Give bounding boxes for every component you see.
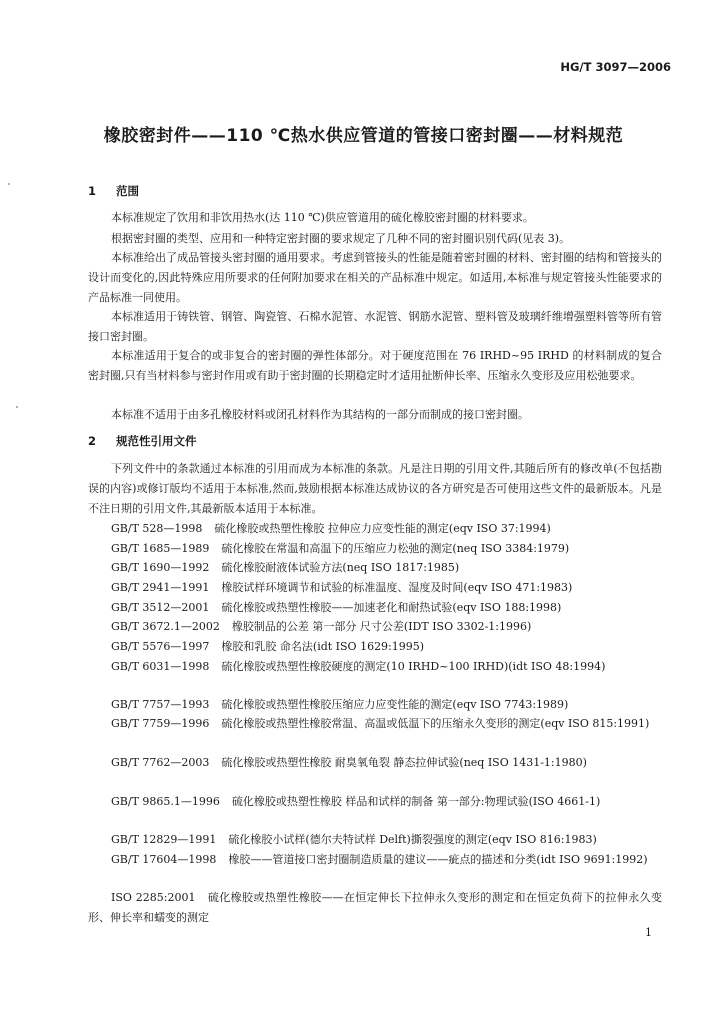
section-number: 2 [88, 434, 97, 448]
reference-code: GB/T 2941—1991 [111, 581, 210, 594]
reference-title: 硫化橡胶或热塑性橡胶压缩应力应变性能的测定(eqv ISO 7743:1989) [221, 698, 569, 711]
reference-title: 橡胶制品的公差 第一部分 尺寸公差(IDT ISO 3302-1:1996) [231, 620, 532, 633]
reference-item [88, 850, 662, 870]
reference-item [88, 598, 662, 618]
reference-title: 橡胶——管道接口密封圈制造质量的建议——疵点的描述和分类(idt ISO 9691:1992) [228, 853, 648, 866]
reference-item [88, 558, 662, 578]
reference-item [88, 792, 662, 812]
section-2-heading [88, 433, 197, 449]
reference-item [88, 695, 662, 715]
reference-title: 橡胶试样环境调节和试验的标准温度、湿度及时间(eqv ISO 471:1983) [221, 581, 573, 594]
reference-code: GB/T 9865.1—1996 [111, 795, 220, 808]
reference-code: GB/T 7757—1993 [111, 698, 210, 711]
reference-item [88, 830, 662, 850]
reference-title: 硫化橡胶在常温和高温下的压缩应力松弛的测定(neq ISO 3384:1979) [221, 542, 570, 555]
reference-item [88, 617, 662, 637]
reference-title: 硫化橡胶或热塑性橡胶硬度的测定(10 IRHD~100 IRHD)(idt ISO 48:1994) [221, 660, 606, 673]
reference-title: 硫化橡胶或热塑性橡胶常温、高温或低温下的压缩永久变形的测定(eqv ISO 815:1991) [221, 717, 650, 730]
reference-title: 硫化橡胶或热塑性橡胶 拉伸应力应变性能的测定(eqv ISO 37:1994) [214, 522, 551, 535]
scan-speck [8, 183, 10, 185]
reference-title: 硫化橡胶或热塑性橡胶——加速老化和耐热试验(eqv ISO 188:1998) [221, 601, 562, 614]
paragraph: 本标准不适用于由多孔橡胶材料或闭孔材料作为其结构的一部分而制成的接口密封圈。 [111, 408, 529, 421]
page-number: 1 [645, 926, 652, 939]
reference-item [88, 657, 662, 677]
scan-speck [16, 406, 18, 408]
section-title: 规范性引用文件 [116, 434, 197, 448]
section-number: 1 [88, 184, 97, 198]
reference-title: 硫化橡胶或热塑性橡胶 样品和试样的制备 第一部分:物理试验(ISO 4661-1) [231, 795, 601, 808]
reference-code: GB/T 1690—1992 [111, 561, 210, 574]
section-title: 范围 [116, 184, 139, 198]
reference-item [88, 637, 662, 657]
reference-code: GB/T 7762—2003 [111, 756, 210, 769]
reference-code: GB/T 7759—1996 [111, 717, 210, 730]
reference-item [88, 519, 662, 539]
reference-item [88, 539, 662, 559]
reference-code: GB/T 5576—1997 [111, 640, 210, 653]
paragraph: 根据密封圈的类型、应用和一种特定密封圈的要求规定了几种不同的密封圈识别代码(见表 3)。 [111, 232, 571, 245]
reference-code: GB/T 17604—1998 [111, 853, 217, 866]
reference-code: GB/T 3512—2001 [111, 601, 210, 614]
standard-code: HG/T 3097—2006 [560, 60, 671, 74]
paragraph: 本标准适用于复合的或非复合的密封圈的弹性体部分。对于硬度范围在 76 IRHD~95 IRHD 的材料制成的复合密封圈,只有当材料参与密封作用或有助于密封圈的长期稳定时才适用扯断伸长率、压缩永久变形及应用松弛要求。 [88, 349, 662, 382]
reference-title: 硫化橡胶耐液体试验方法(neq ISO 1817:1985) [221, 561, 460, 574]
section-1-heading [88, 183, 139, 199]
reference-title: 硫化橡胶或热塑性橡胶 耐臭氧龟裂 静态拉伸试验(neq ISO 1431-1:1980) [221, 756, 587, 769]
document-title: 橡胶密封件——110 ℃热水供应管道的管接口密封圈——材料规范 [103, 126, 624, 146]
reference-code: GB/T 6031—1998 [111, 660, 210, 673]
reference-item [88, 714, 662, 734]
paragraph: 本标准适用于铸铁管、钢管、陶瓷管、石棉水泥管、水泥管、钢筋水泥管、塑料管及玻璃纤维增强塑料管等所有管接口密封圈。 [88, 310, 662, 343]
reference-title: 橡胶和乳胶 命名法(idt ISO 1629:1995) [221, 640, 425, 653]
paragraph: 本标准给出了成品管接头密封圈的通用要求。考虑到管接头的性能是随着密封圈的材料、密封圈的结构和管接头的设计而变化的,因此特殊应用所要求的任何附加要求在相关的产品标准中规定。如适用,本标准与规定管接头性能要求的产品标准一同使用。 [88, 251, 662, 304]
reference-code: GB/T 3672.1—2002 [111, 620, 220, 633]
reference-item [88, 753, 662, 773]
reference-title: 硫化橡胶小试样(德尔夫特试样 Delft)撕裂强度的测定(eqv ISO 816:1983) [228, 833, 597, 846]
reference-code: GB/T 1685—1989 [111, 542, 210, 555]
reference-title: 硫化橡胶或热塑性橡胶——在恒定伸长下拉伸永久变形的测定和在恒定负荷下的拉伸永久变形、伸长率和蠕变的测定 [88, 891, 662, 924]
reference-code: GB/T 12829—1991 [111, 833, 217, 846]
reference-item [88, 578, 662, 598]
reference-code: GB/T 528—1998 [111, 522, 203, 535]
reference-code: ISO 2285:2001 [111, 891, 196, 904]
reference-item [88, 888, 662, 928]
paragraph: 下列文件中的条款通过本标准的引用而成为本标准的条款。凡是注日期的引用文件,其随后所有的修改单(不包括勘误的内容)或修订版均不适用于本标准,然而,鼓励根据本标准达成协议的各方研究是否可使用这些文件的最新版本。凡是不注日期的引用文件,其最新版本适用于本标准。 [88, 462, 662, 515]
paragraph: 本标准规定了饮用和非饮用热水(达 110 ℃)供应管道用的硫化橡胶密封圈的材料要求。 [111, 211, 534, 224]
